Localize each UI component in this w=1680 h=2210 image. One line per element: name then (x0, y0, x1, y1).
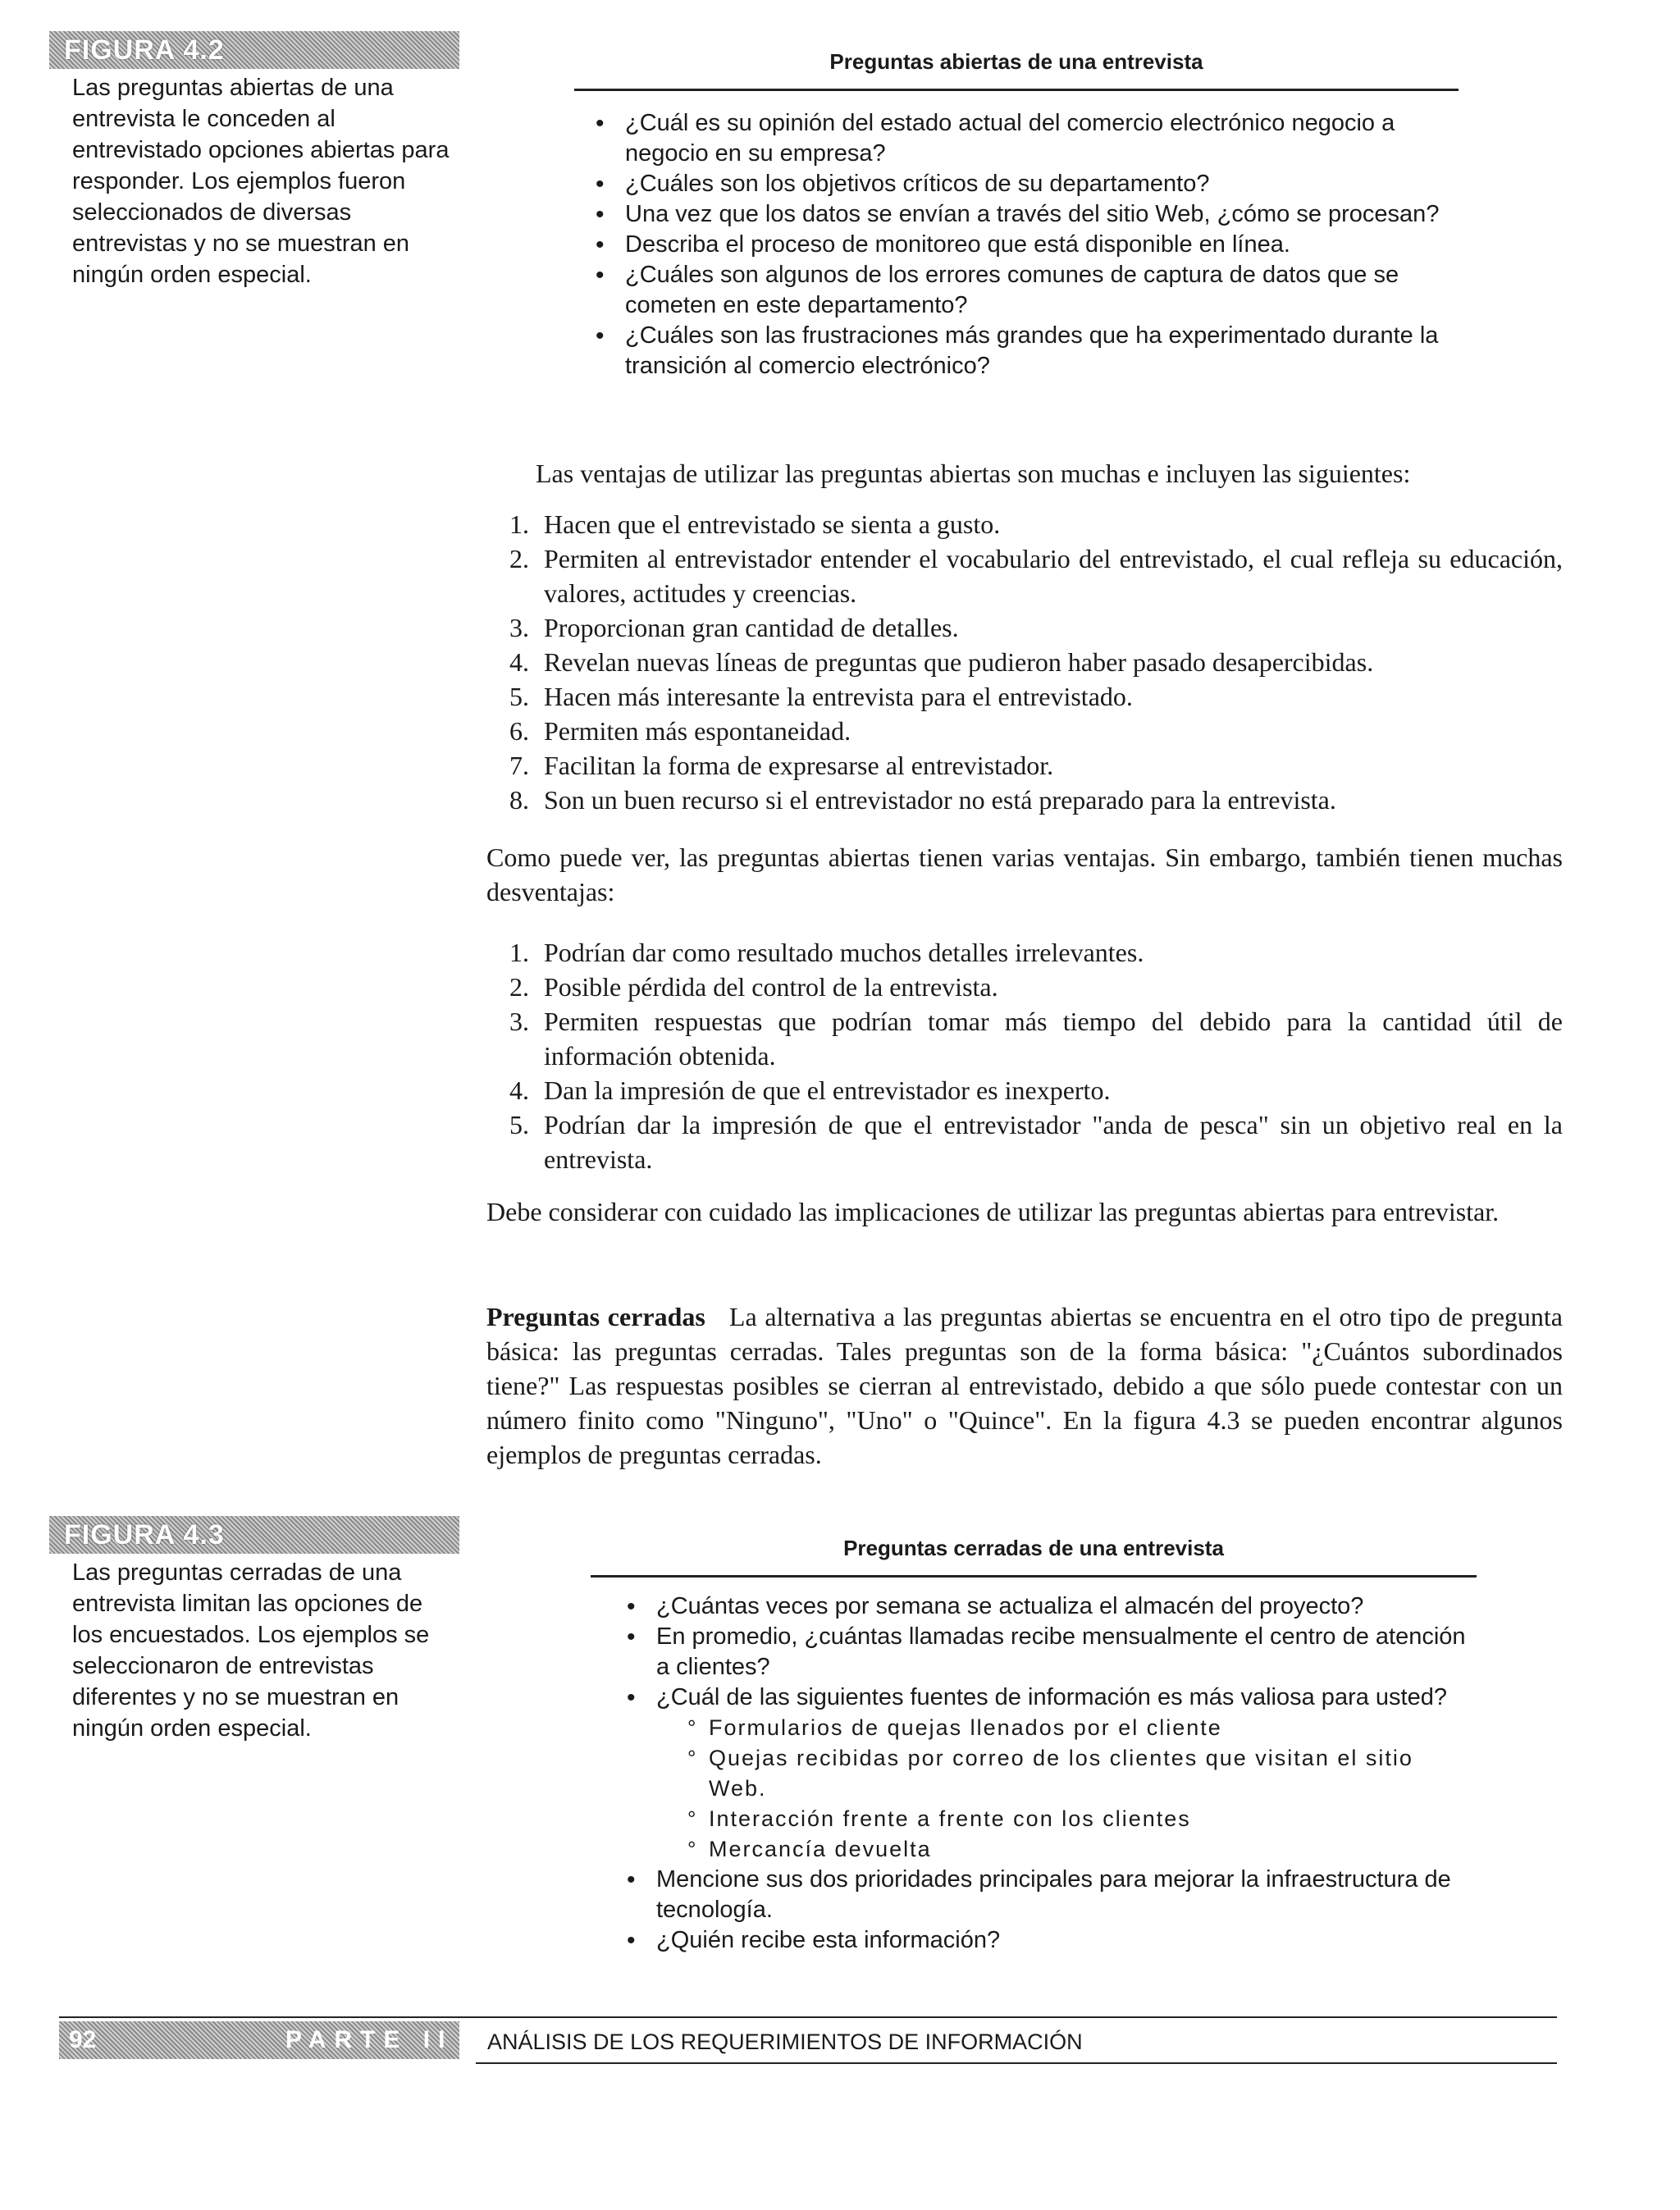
list-item (486, 541, 1563, 610)
list-item (486, 714, 1563, 748)
item-number: 2. (509, 972, 529, 1002)
item-number: 3. (509, 613, 529, 642)
figure-4-3-label: FIGURA 4.3 (64, 1519, 225, 1550)
option-item: ° Interacción frente a frente con los clientes (623, 1804, 1477, 1834)
list-item: • En promedio, ¿cuántas llamadas recibe mensualmente el centro de atención a clientes? (623, 1622, 1477, 1683)
part-label: PARTE II (285, 2026, 454, 2053)
figure-4-2-tab (49, 31, 459, 69)
item-text: Posible pérdida del control de la entrevista. (544, 972, 998, 1002)
figure-4-2-label: FIGURA 4.2 (64, 34, 225, 66)
item-text: Facilitan la forma de expresarse al entrevistador. (544, 751, 1054, 780)
figure-4-3-list (623, 1591, 1477, 1956)
list-item: • ¿Cuál es su opinión del estado actual del comercio electrónico negocio a negocio en su empresa? (592, 108, 1462, 169)
item-text: Dan la impresión de que el entrevistador es inexperto. (544, 1075, 1111, 1105)
list-item (486, 679, 1563, 714)
list-item (486, 970, 1563, 1004)
list-item (486, 1107, 1563, 1176)
item-number: 4. (509, 647, 529, 677)
item-number: 3. (509, 1007, 529, 1036)
footer-section-title: ANÁLISIS DE LOS REQUERIMIENTOS DE INFORMACIÓN (487, 2030, 1083, 2054)
figure-4-2-caption: Las preguntas abiertas de una entrevista le conceden al entrevistado opciones abiertas para responder. Los ejemplos fueron seleccionados de diversas entrevistas y no se muestran en ningún orden especial. (72, 75, 450, 288)
advantages-intro: Las ventajas de utilizar las preguntas abiertas son muchas e incluyen las siguientes: (536, 459, 1411, 488)
closed-questions-heading: Preguntas cerradas (486, 1302, 705, 1331)
list-item: • ¿Cuáles son las frustraciones más grandes que ha experimentado durante la transición al comercio electrónico? (592, 321, 1462, 381)
list-item (486, 645, 1563, 679)
advantages-list (486, 507, 1563, 817)
option-item: ° Quejas recibidas por correo de los clientes que visitan el sitio Web. (623, 1743, 1477, 1804)
footer-part-bar (59, 2021, 459, 2059)
item-number: 8. (509, 785, 529, 815)
closed-questions-text: La alternativa a las preguntas abiertas se encuentra en el otro tipo de pregunta básica: las preguntas cerradas. Tales preguntas son de la forma básica: "¿Cuántos subordinados tiene?" Las respuestas posibles se cierran al entrevistado, debido a que sólo puede contestar con un número finito como "Ninguno", "Uno" o "Quince". En la figura 4.3 se pueden encontrar algunos ejemplos de preguntas cerradas. (486, 1302, 1564, 1469)
figure-4-3-tab (49, 1516, 459, 1554)
list-item (486, 1004, 1563, 1073)
consider-paragraph: Debe considerar con cuidado las implicaciones de utilizar las preguntas abiertas para entrevistar. (486, 1197, 1500, 1226)
item-number: 5. (509, 682, 529, 711)
item-text: Permiten respuestas que podrían tomar más tiempo del debido para la cantidad útil de información obtenida. (544, 1007, 1563, 1071)
figure-4-3-title: Preguntas cerradas de una entrevista (843, 1536, 1224, 1560)
list-item: • Una vez que los datos se envían a través del sitio Web, ¿cómo se procesan? (592, 199, 1462, 230)
figure-4-3-caption: Las preguntas cerradas de una entrevista limitan las opciones de los encuestados. Los ejemplos se seleccionaron de entrevistas diferentes y no se muestran en ningún orden especial. (72, 1559, 430, 1742)
option-item: ° Formularios de quejas llenados por el cliente (623, 1713, 1477, 1743)
item-text: Permiten más espontaneidad. (544, 716, 851, 746)
page-number: 92 (69, 2026, 97, 2053)
item-text: Hacen que el entrevistado se sienta a gusto. (544, 509, 1001, 539)
item-text: Son un buen recurso si el entrevistador no está preparado para la entrevista. (544, 785, 1336, 815)
list-item: • ¿Cuántas veces por semana se actualiza el almacén del proyecto? (623, 1591, 1477, 1622)
item-number: 1. (509, 509, 529, 539)
item-text: Podrían dar como resultado muchos detalles irrelevantes. (544, 938, 1144, 967)
item-text: Revelan nuevas líneas de preguntas que pudieron haber pasado desapercibidas. (544, 647, 1374, 677)
list-item: • ¿Quién recibe esta información? (623, 1925, 1477, 1956)
figure-4-2-title: Preguntas abiertas de una entrevista (829, 49, 1203, 74)
closed-questions-paragraph (486, 1299, 1563, 1472)
figure-4-3-rule (591, 1575, 1477, 1578)
item-text: Hacen más interesante la entrevista para el entrevistado. (544, 682, 1133, 711)
item-text: Proporcionan gran cantidad de detalles. (544, 613, 959, 642)
item-number: 7. (509, 751, 529, 780)
list-item (486, 1073, 1563, 1107)
item-text: Permiten al entrevistador entender el vocabulario del entrevistado, el cual refleja su educación, valores, actitudes y creencias. (544, 544, 1563, 608)
figure-4-2-list (592, 108, 1462, 381)
item-number: 4. (509, 1075, 529, 1105)
option-item: ° Mercancía devuelta (623, 1834, 1477, 1865)
item-number: 5. (509, 1110, 529, 1139)
list-item (486, 783, 1563, 817)
list-item (486, 610, 1563, 645)
list-item: • ¿Cuáles son algunos de los errores comunes de captura de datos que se cometen en este departamento? (592, 260, 1462, 321)
footer-rule-bottom (476, 2062, 1557, 2064)
list-item: • ¿Cuáles son los objetivos críticos de su departamento? (592, 169, 1462, 199)
footer-rule-top (59, 2016, 1557, 2018)
disadvantages-list (486, 935, 1563, 1176)
item-text: Podrían dar la impresión de que el entrevistador "anda de pesca" sin un objetivo real en la entrevista. (544, 1110, 1563, 1174)
list-item (486, 507, 1563, 541)
list-item (486, 935, 1563, 970)
list-item (486, 748, 1563, 783)
list-item: • Mencione sus dos prioridades principales para mejorar la infraestructura de tecnología. (623, 1865, 1477, 1925)
list-item: • ¿Cuál de las siguientes fuentes de información es más valiosa para usted? (623, 1683, 1477, 1713)
item-number: 6. (509, 716, 529, 746)
list-item: • Describa el proceso de monitoreo que está disponible en línea. (592, 230, 1462, 260)
item-number: 2. (509, 544, 529, 573)
item-number: 1. (509, 938, 529, 967)
disadvantages-intro: Como puede ver, las preguntas abiertas tienen varias ventajas. Sin embargo, también tienen muchas desventajas: (486, 842, 1563, 906)
figure-4-2-rule (574, 89, 1459, 91)
